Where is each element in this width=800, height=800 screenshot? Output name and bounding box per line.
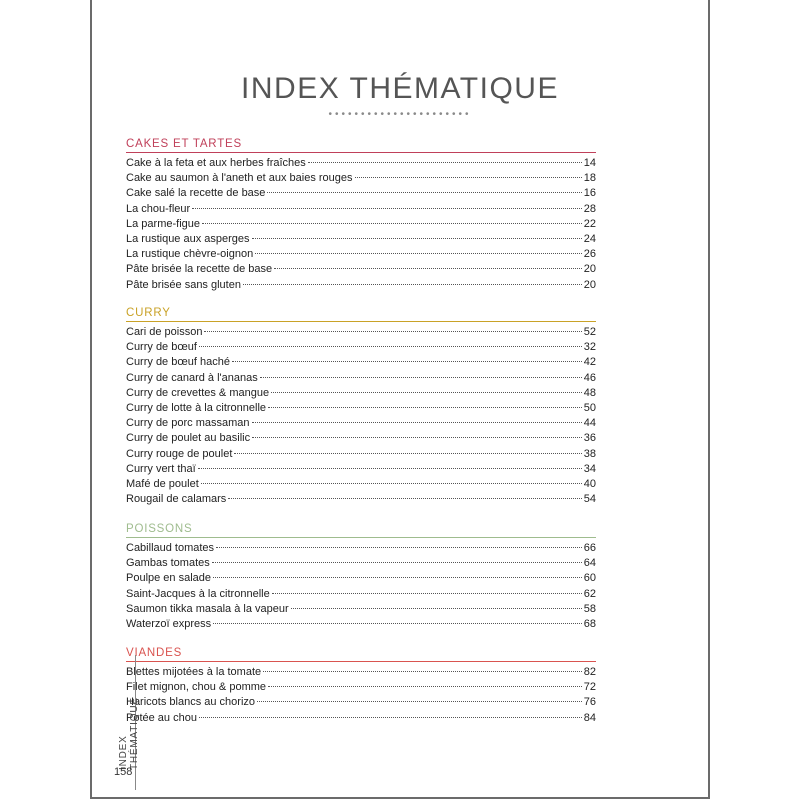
dot-leader: [201, 483, 582, 484]
entry-title: Saumon tikka masala à la vapeur: [126, 602, 289, 615]
dot-leader: [257, 701, 582, 702]
index-entry: [126, 202, 596, 217]
dot-leader: [199, 346, 582, 347]
entry-title: Blettes mijotées à la tomate: [126, 666, 262, 678]
dot-leader: [199, 717, 582, 718]
index-entry: [126, 156, 596, 171]
index-entry: [126, 416, 596, 431]
index-entry: [126, 477, 596, 492]
section-rule: [126, 321, 596, 322]
entry-title: Gambas tomates: [126, 557, 210, 570]
dot-leader: [212, 562, 582, 563]
index-entry: [126, 711, 596, 726]
dot-leader: [252, 437, 582, 438]
section-viandes: [126, 646, 596, 726]
dot-leader: [213, 623, 582, 624]
dot-leader: [204, 331, 581, 332]
entry-page-number: 66: [583, 542, 596, 554]
dot-leader: [291, 608, 582, 609]
index-entry: [126, 541, 596, 556]
entry-title: La rustique chèvre-oignon: [126, 248, 254, 261]
index-entry: [126, 695, 596, 710]
entry-page-number: 20: [583, 263, 596, 276]
index-entry: [126, 232, 596, 247]
index-entry: [126, 447, 596, 462]
entry-page-number: 42: [583, 356, 596, 369]
dot-leader: [268, 407, 582, 408]
dot-leader: [252, 422, 582, 423]
entry-title: Waterzoï express: [126, 617, 212, 630]
section-poissons: [126, 522, 596, 632]
entry-title: Curry de canard à l'ananas: [126, 371, 258, 384]
entry-page-number: 16: [583, 187, 596, 200]
entry-page-number: 54: [583, 493, 596, 506]
dot-leader: [228, 498, 581, 499]
entry-page-number: 68: [583, 617, 596, 630]
index-entry: [126, 571, 596, 586]
dot-leader: [355, 177, 582, 178]
index-entry: [126, 355, 596, 370]
dot-leader: [202, 223, 582, 224]
index-entry: [126, 262, 596, 277]
entry-title: Cake salé la recette de base: [126, 187, 266, 200]
section-cakes-et-tartes: [126, 137, 596, 293]
entry-title: Curry rouge de poulet: [126, 447, 233, 460]
entry-title: Poulpe en salade: [126, 572, 212, 585]
dot-leader: [198, 468, 582, 469]
entry-page-number: 38: [583, 447, 596, 460]
entry-page-number: 26: [583, 248, 596, 261]
entry-title: Cake au saumon à l'aneth et aux baies rouges: [126, 172, 353, 185]
entry-page-number: 60: [583, 572, 596, 585]
entry-title: La rustique aux asperges: [126, 232, 250, 245]
entry-page-number: 32: [583, 341, 596, 354]
dot-leader: [267, 192, 581, 193]
entry-title: Pâte brisée sans gluten: [126, 278, 241, 291]
entry-page-number: 14: [583, 157, 596, 169]
page-title: INDEX THÉMATIQUE: [241, 72, 559, 105]
index-entry: [126, 462, 596, 477]
index-entry: [126, 492, 596, 507]
entry-page-number: 64: [583, 557, 596, 570]
dot-leader: [252, 238, 582, 239]
dot-leader: [268, 686, 582, 687]
page-number: 158: [114, 766, 133, 778]
entry-page-number: 58: [583, 602, 596, 615]
entry-page-number: 46: [583, 371, 596, 384]
section-rule: [126, 661, 596, 662]
dot-leader: [274, 268, 582, 269]
dot-leader: [232, 361, 582, 362]
dot-leader: [272, 593, 582, 594]
index-entry: [126, 386, 596, 401]
index-entry: [126, 680, 596, 695]
dot-leader: [260, 377, 582, 378]
entry-title: La chou-fleur: [126, 202, 191, 215]
entry-title: Curry de crevettes & mangue: [126, 386, 270, 399]
entry-title: La parme-figue: [126, 217, 200, 230]
index-entry: [126, 278, 596, 293]
entry-page-number: 76: [583, 696, 596, 709]
dot-leader: [263, 671, 582, 672]
dot-leader: [271, 392, 582, 393]
section-rule: [126, 152, 596, 153]
entry-title: Cabillaud tomates: [126, 542, 215, 554]
entry-title: Haricots blancs au chorizo: [126, 696, 256, 709]
index-entry: [126, 171, 596, 186]
entry-page-number: 50: [583, 401, 596, 414]
index-entry: [126, 617, 596, 632]
index-entry: [126, 587, 596, 602]
entry-page-number: 28: [583, 202, 596, 215]
entry-page-number: 18: [583, 172, 596, 185]
section-heading: CURRY: [126, 307, 171, 319]
entry-page-number: 24: [583, 232, 596, 245]
entry-title: Pâte brisée la recette de base: [126, 263, 273, 276]
side-running-head: INDEX THÉMATIQUE: [118, 697, 140, 770]
entry-page-number: 82: [583, 666, 596, 678]
entry-page-number: 72: [583, 681, 596, 694]
entry-title: Curry de lotte à la citronnelle: [126, 401, 267, 414]
entry-title: Curry vert thaï: [126, 462, 196, 475]
entry-page-number: 36: [583, 432, 596, 445]
entry-page-number: 40: [583, 477, 596, 490]
index-entry: [126, 665, 596, 680]
dot-leader: [216, 547, 582, 548]
entry-page-number: 20: [583, 278, 596, 291]
dot-leader: [192, 208, 582, 209]
entry-title: Saint-Jacques à la citronnelle: [126, 587, 270, 600]
entry-page-number: 62: [583, 587, 596, 600]
entry-title: Mafé de poulet: [126, 477, 199, 490]
entry-title: Potée au chou: [126, 711, 197, 724]
index-entry: [126, 371, 596, 386]
dot-leader: [213, 577, 582, 578]
index-entry: [126, 556, 596, 571]
title-ornament: ••••••••••••••••••••••: [328, 109, 472, 120]
index-entry: [126, 340, 596, 355]
dot-leader: [243, 284, 582, 285]
section-curry: [126, 306, 596, 507]
index-entry: [126, 602, 596, 617]
entry-page-number: 22: [583, 217, 596, 230]
dot-leader: [308, 162, 582, 163]
index-entry: [126, 325, 596, 340]
entry-title: Curry de bœuf haché: [126, 356, 230, 369]
index-entry: [126, 401, 596, 416]
entry-title: Rougail de calamars: [126, 493, 227, 506]
entry-page-number: 48: [583, 386, 596, 399]
entry-page-number: 84: [583, 711, 596, 724]
entry-title: Cari de poisson: [126, 326, 203, 338]
entry-page-number: 44: [583, 417, 596, 430]
section-heading: POISSONS: [126, 523, 193, 535]
section-heading: VIANDES: [126, 647, 183, 659]
index-entry: [126, 217, 596, 232]
entry-title: Curry de poulet au basilic: [126, 432, 251, 445]
index-entry: [126, 431, 596, 446]
entry-title: Cake à la feta et aux herbes fraîches: [126, 157, 306, 169]
entry-title: Curry de bœuf: [126, 341, 197, 354]
index-entry: [126, 186, 596, 201]
dot-leader: [255, 253, 582, 254]
dot-leader: [234, 453, 581, 454]
section-rule: [126, 537, 596, 538]
index-entry: [126, 247, 596, 262]
entry-title: Filet mignon, chou & pomme: [126, 681, 267, 694]
section-heading: CAKES ET TARTES: [126, 138, 242, 150]
entry-title: Curry de porc massaman: [126, 417, 250, 430]
entry-page-number: 34: [583, 462, 596, 475]
entry-page-number: 52: [583, 326, 596, 338]
